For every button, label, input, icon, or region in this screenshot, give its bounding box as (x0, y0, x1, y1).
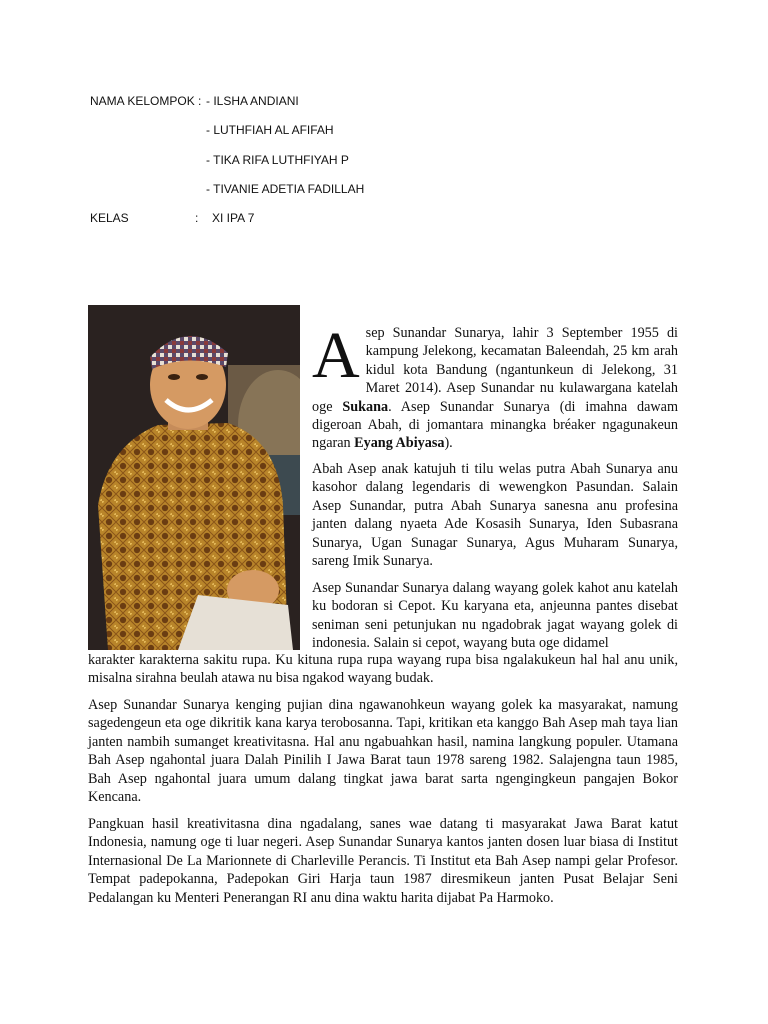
member-2: - LUTHFIAH AL AFIFAH (206, 123, 334, 137)
portrait-photo (88, 305, 300, 650)
group-label: NAMA KELOMPOK : (90, 94, 202, 108)
paragraph-3a (312, 579, 678, 653)
p2-text: Abah Asep anak katujuh ti tilu welas putra Abah Sunarya anu kasohor dalang legendaris di wewengkon Pasundan. Salain Asep Sunandar, putra Abah Sunarya sanesna anu profesina janten dalang nyaeta Ade Kosasih Sunarya, Iden Subasrana Sunarya, Ugan Sunagar Sunarya, Agus Muharam Sunarya, sareng Imik Sunarya. (312, 461, 678, 570)
p3a-text: Asep Sunandar Sunarya dalang wayang golek kahot anu katelah ku bodoran si Cepot. Ku karyana eta, anjeunna pantes disebat seniman seni petunjukan nu ngadobrak jagat wayang golek di indonesia. Salain si cepot, wayang buta oge didamel (312, 580, 678, 652)
p1-text-1: sep Sunandar Sunarya, lahir 3 September 1955 di kampung Jelekong, kecamatan Baleendah, 25 km arah kidul kota Bandung (ngantunkeun di Jelekong, 31 Maret 2014). Asep Sunandar nu kulawargana katelah oge (312, 325, 678, 415)
p3b-text: karakter karakterna sakitu rupa. Ku kituna rupa rupa wayang rupa bisa ngalakukeun hal hal anu unik, misalna sirahna beulah atawa nu bisa ngakod wayang budak. (88, 652, 678, 687)
drop-cap: A (312, 319, 360, 392)
class-colon: : (195, 211, 199, 225)
member-3: - TIKA RIFA LUTHFIYAH P (206, 153, 349, 167)
class-value: XI IPA 7 (212, 211, 255, 225)
paragraph-5 (88, 815, 678, 907)
p4-text: Asep Sunandar Sunarya kenging pujian dina ngawanohkeun wayang golek ka masyarakat, namung sagedengeun eta oge dikritik kana karya terobosanna. Tapi, kritikan eta kanggo Bah Asep mah taya lian janten nambih sumanget kreativitasna. Hal anu ngabuahkan hasil, namina langkung populer. Utamana Bah Asep ngahontal juara Dalah Pinilih I Jawa Barat taun 1978 sareng 1982. Salajengna taun 1985, Bah Asep ngahontal juara umum dalang tingkat jawa barat sarta ngengingkeun pangajen Bokor Kencana. (88, 697, 678, 806)
p1-text-2: . Asep Sunandar Sunarya (di imahna dawam digeroan Abah, di jomantara minangka bréaker ngagunakeun ngaran (312, 398, 678, 452)
member-1: - ILSHA ANDIANI (206, 94, 299, 108)
paragraph-4 (88, 696, 678, 806)
class-label: KELAS (90, 211, 129, 225)
paragraph-2 (312, 460, 678, 570)
paragraph-1 (312, 319, 678, 453)
paragraph-3b (88, 651, 678, 688)
p1-bold-2: Eyang Abiyasa (354, 435, 445, 452)
p1-bold-1: Sukana (342, 398, 389, 415)
p5-text: Pangkuan hasil kreativitasna dina ngadalang, sanes wae datang ti masyarakat Jawa Barat katut Indonesia, namung oge ti luar negeri. Asep Sunandar Sunarya kantos janten dosen luar biasa di Institut Internasional De La Marionnete di Charleville Perancis. Ti Institut eta Bah Asep nampi gelar Profesor. Tempat padepokanna, Padepokan Giri Harja taun 1987 diresmikeun janten Pusat Belajar Seni Pedalangan ku Menteri Penerangan RI anu dina waktu harita dijabat Pa Harmoko. (88, 816, 678, 906)
p1-text-3: ). (444, 435, 453, 452)
member-4: - TIVANIE ADETIA FADILLAH (206, 182, 365, 196)
